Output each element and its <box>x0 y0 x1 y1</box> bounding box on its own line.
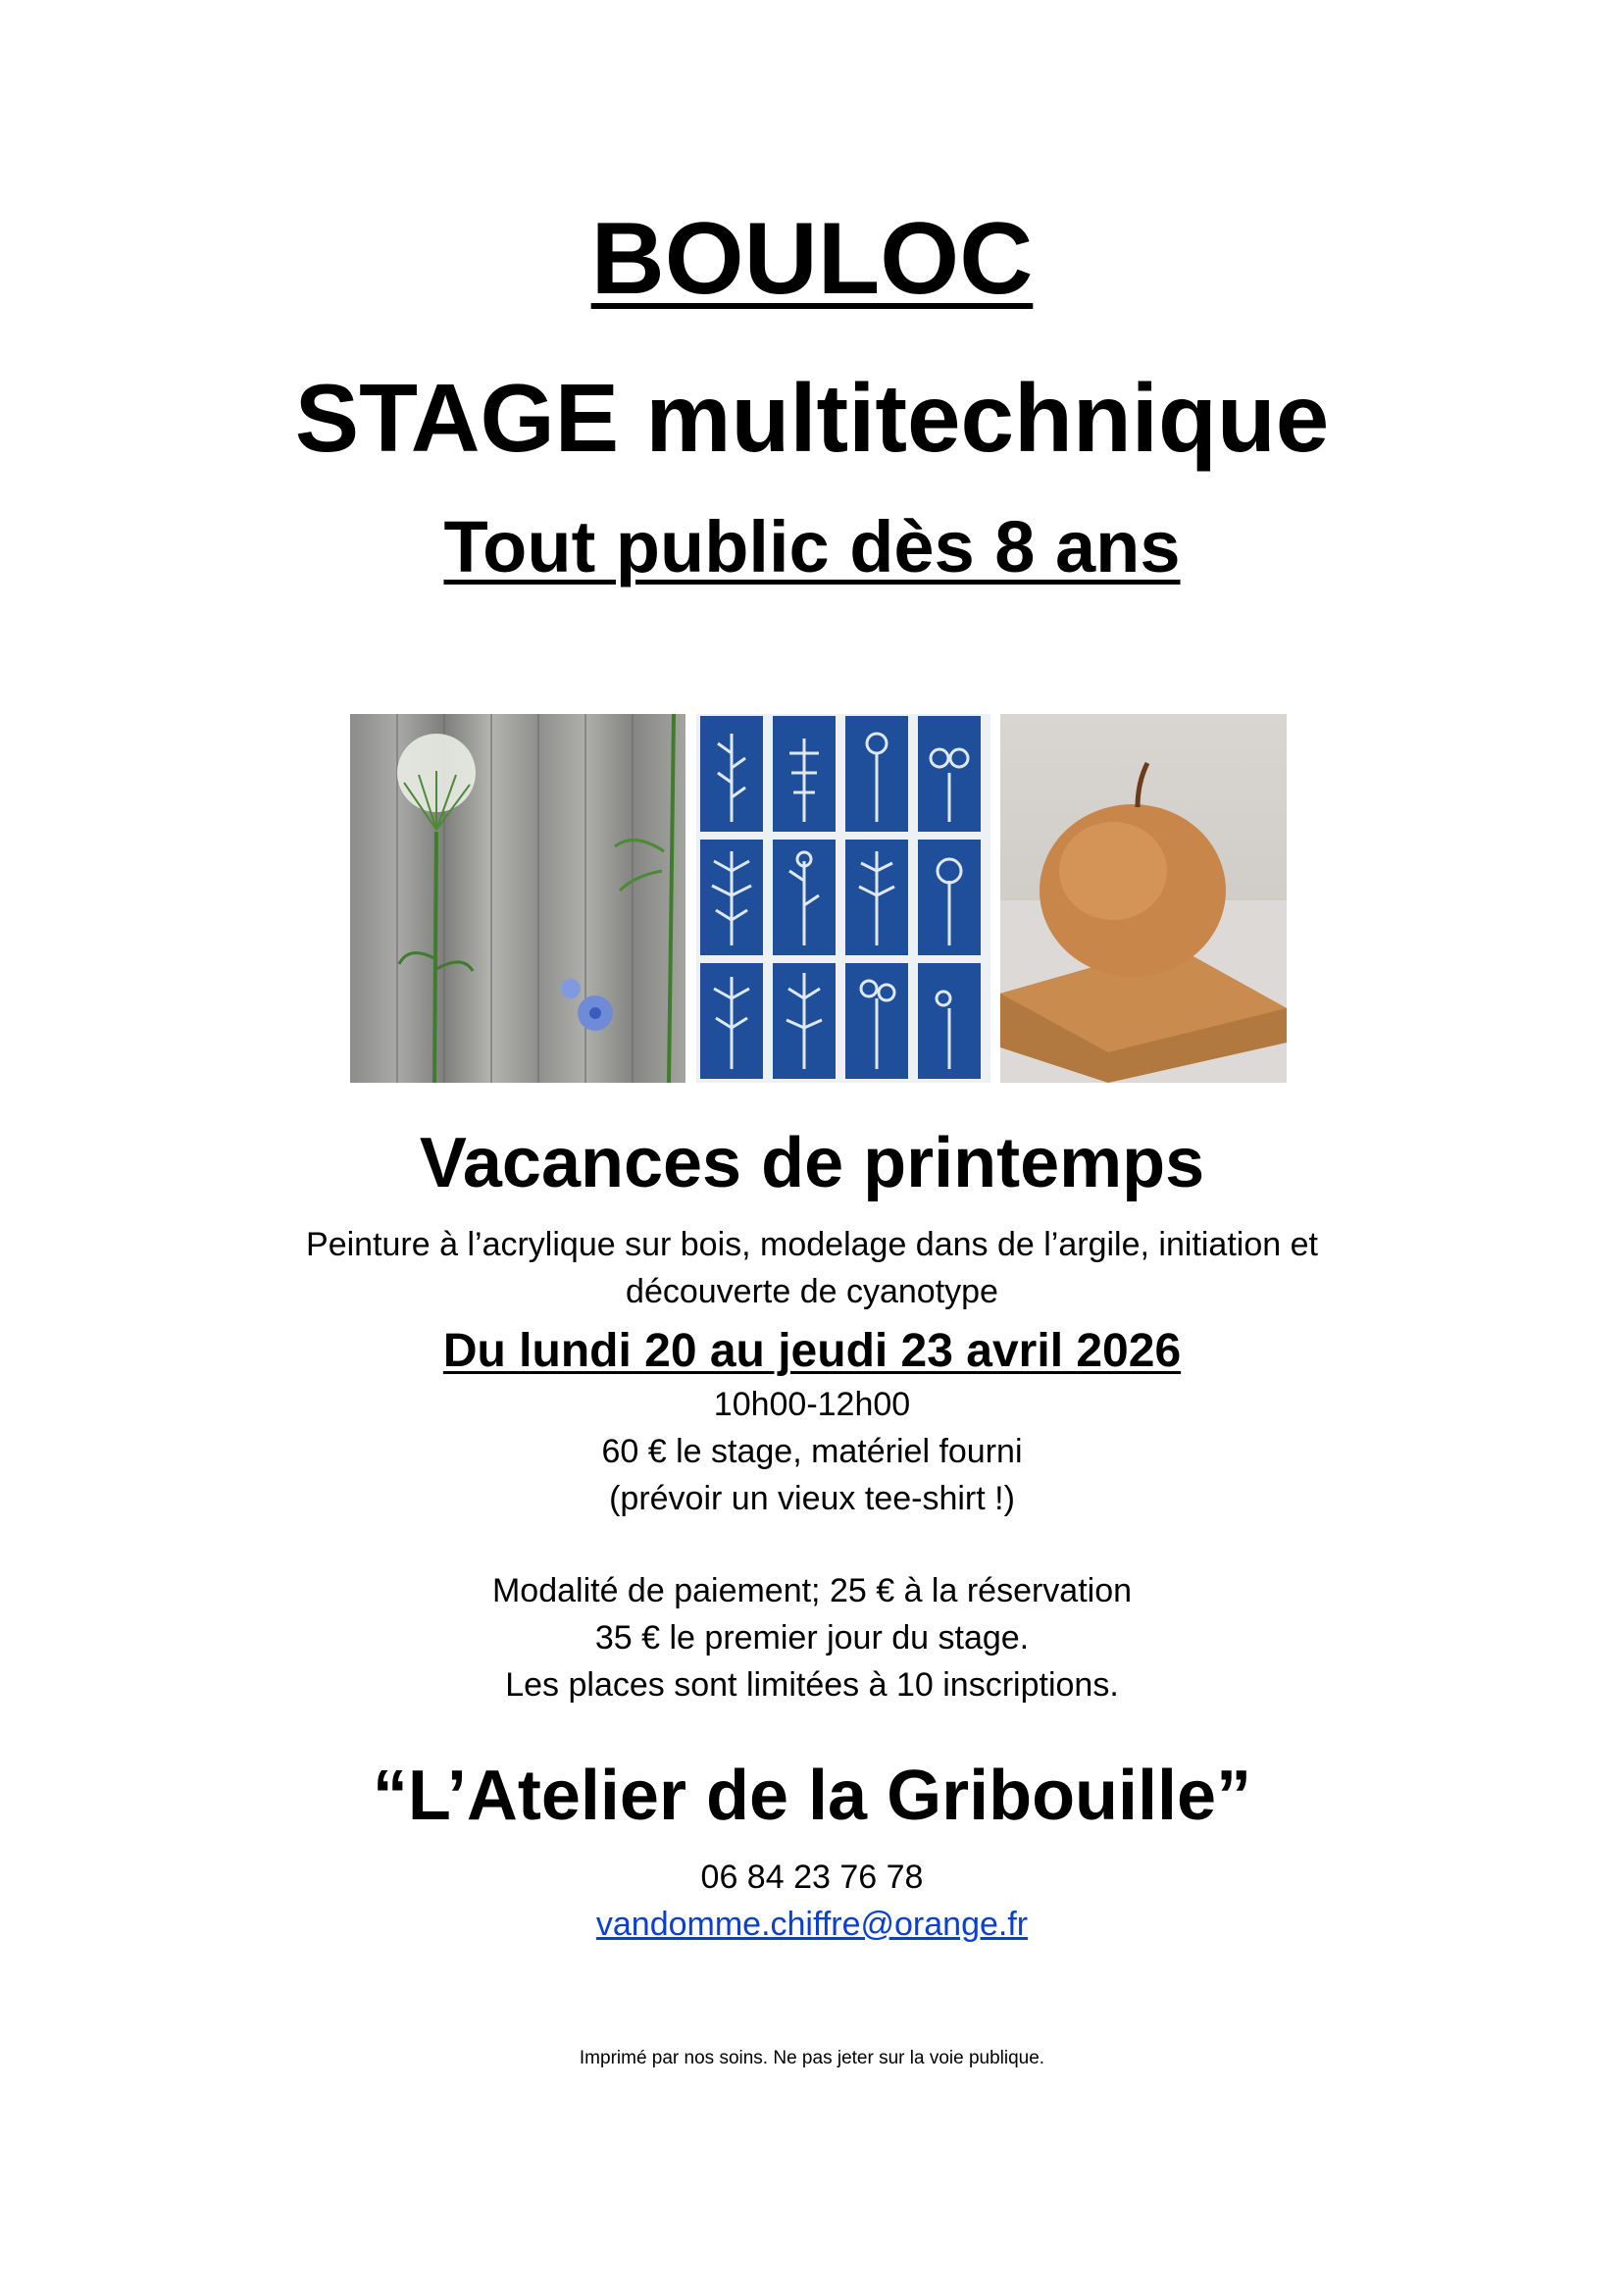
clay-apple-sculpture-photo <box>1000 714 1287 1083</box>
event-dates: Du lundi 20 au jeudi 23 avril 2026 <box>442 1325 1182 1377</box>
payment-line-1: Modalité de paiement; 25 € à la réservation <box>491 1572 1133 1609</box>
event-price: 60 € le stage, matériel fourni <box>601 1433 1023 1470</box>
event-hours: 10h00-12h00 <box>713 1386 911 1423</box>
email-link[interactable]: vandomme.chiffre@orange.fr <box>595 1906 1029 1943</box>
description-line-2: découverte de cyanotype <box>626 1273 998 1310</box>
cyanotype-prints-photo <box>696 714 990 1083</box>
payment-line-2: 35 € le premier jour du stage. <box>594 1619 1030 1657</box>
phone-number: 06 84 23 76 78 <box>700 1859 924 1896</box>
atelier-name: “L’Atelier de la Gribouille” <box>372 1757 1252 1835</box>
email-container <box>0 1906 1624 1944</box>
season-heading: Vacances de printemps <box>419 1124 1205 1202</box>
description-line-1: Peinture à l’acrylique sur bois, modelage dans de l’argile, initiation et <box>306 1226 1318 1263</box>
event-tip: (prévoir un vieux tee-shirt !) <box>609 1480 1015 1517</box>
payment-line-3: Les places sont limitées à 10 inscriptions. <box>505 1666 1119 1704</box>
town-title: BOULOC <box>590 202 1034 316</box>
footer-note: Imprimé par nos soins. Ne pas jeter sur la voie publique. <box>579 2048 1045 2068</box>
painted-wood-flowers-photo <box>350 714 685 1083</box>
stage-title: STAGE multitechnique <box>294 364 1330 472</box>
audience-subtitle: Tout public dès 8 ans <box>443 506 1181 587</box>
